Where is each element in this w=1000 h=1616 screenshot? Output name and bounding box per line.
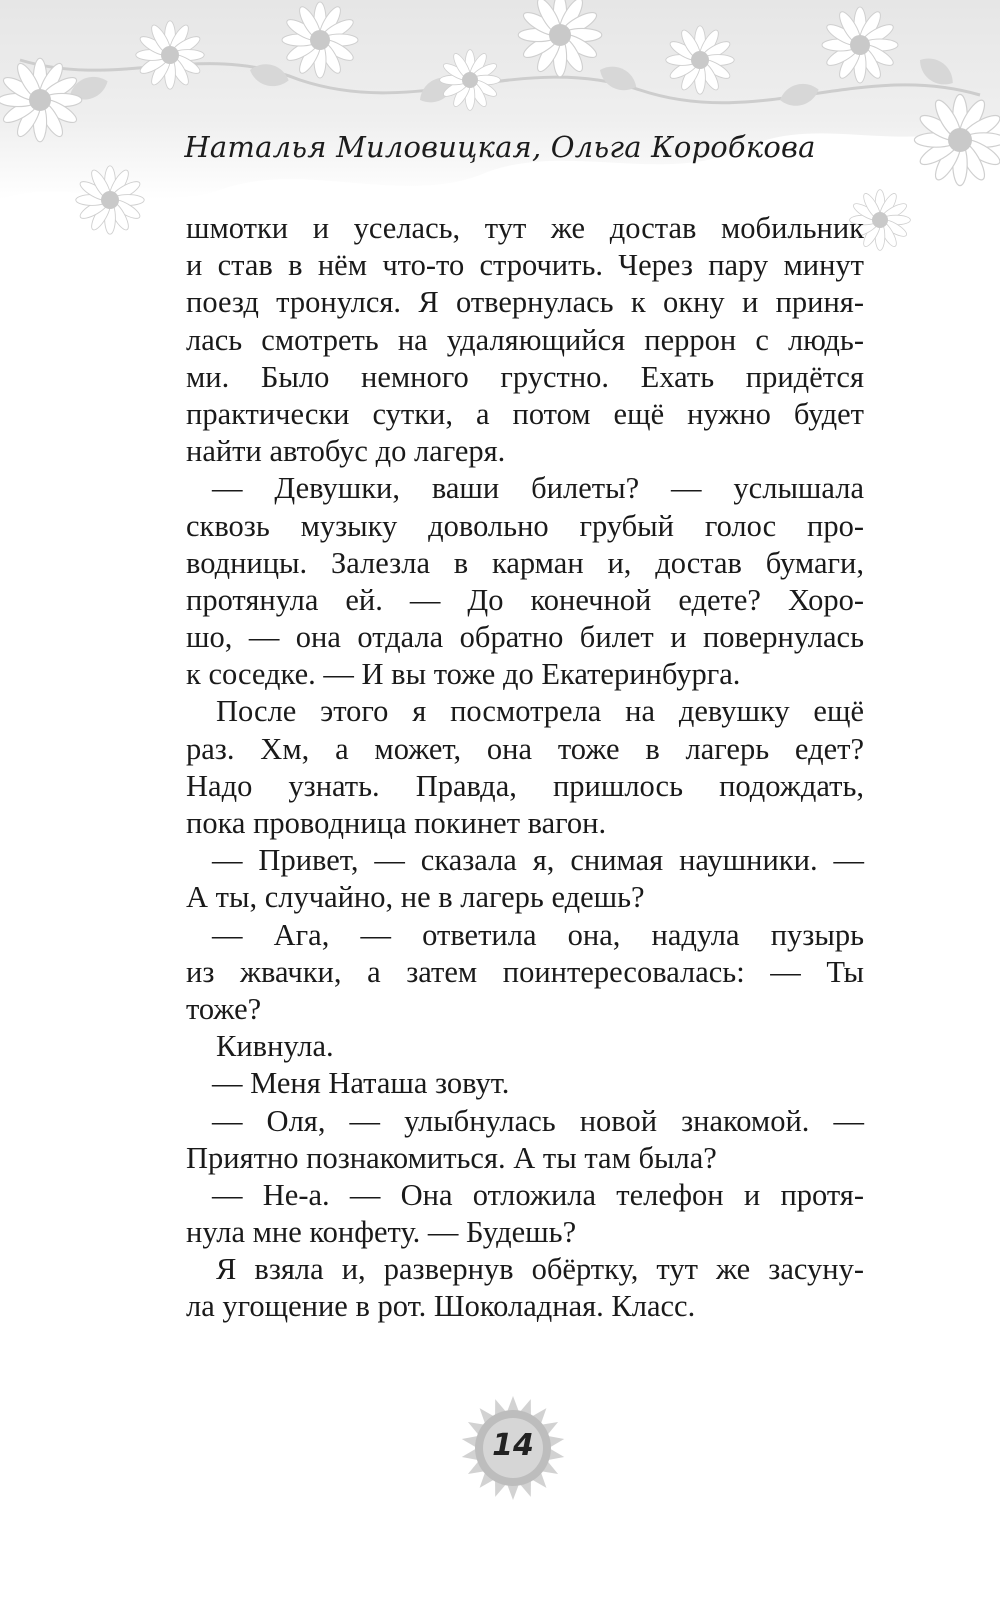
text-line: А ты, случайно, не в лагерь едешь?: [186, 880, 645, 915]
text-line: ла угощение в рот. Шоколадная. Класс.: [186, 1289, 696, 1324]
text-line: сквозь музыку довольно грубый голос про-: [186, 508, 864, 543]
text-line: — Ага, — ответила она, надула пузырь: [212, 917, 864, 952]
text-line: — Привет, — сказала я, снимая наушники. —: [212, 843, 864, 878]
text-line: и став в нём что-то строчить. Через пару минут: [186, 248, 864, 283]
text-line: — Не-а. — Она отложила телефон и протя-: [212, 1177, 864, 1212]
text-line: найти автобус до лагеря.: [186, 434, 506, 469]
text-line: Приятно познакомиться. А ты там была?: [186, 1140, 717, 1175]
text-line: пока проводница покинет вагон.: [186, 806, 607, 840]
text-line: практически сутки, а потом ещё нужно будет: [186, 396, 864, 431]
text-line: из жвачки, а затем поинтересовалась: — Ты: [186, 954, 864, 989]
text-line: ми. Было немного грустно. Ехать придётся: [186, 359, 864, 394]
text-line: Кивнула.: [216, 1029, 334, 1064]
text-line: протянула ей. — До конечной едете? Хоро-: [186, 582, 864, 617]
text-line: к соседке. — И вы тоже до Екатеринбурга.: [186, 657, 741, 692]
text-line: водницы. Залезла в карман и, достав бумаги,: [186, 545, 864, 580]
text-line: лась смотреть на удаляющийся перрон с людь-: [186, 322, 864, 357]
text-line: шо, — она отдала обратно билет и повернулась: [186, 620, 864, 655]
text-line: поезд тронулся. Я отвернулась к окну и приня-: [186, 285, 864, 320]
text-line: Я взяла и, развернув обёртку, тут же засуну-: [216, 1252, 864, 1287]
text-line: шмотки и уселась, тут же достав мобильник: [186, 211, 864, 245]
text-line: — Меня Наташа зовут.: [212, 1066, 510, 1101]
text-line: Надо узнать. Правда, пришлось подождать,: [186, 768, 864, 803]
body-text: [186, 210, 864, 1326]
page-number: 14: [492, 1428, 534, 1463]
text-line: — Девушки, ваши билеты? — услышала: [212, 471, 864, 506]
text-line: раз. Хм, а может, она тоже в лагерь едет?: [186, 731, 864, 766]
text-line: нула мне конфету. — Будешь?: [186, 1215, 577, 1250]
text-line: — Оля, — улыбнулась новой знакомой. —: [212, 1103, 864, 1138]
running-head-authors: Наталья Миловицкая, Ольга Коробкова: [184, 130, 816, 164]
text-line: После этого я посмотрела на девушку ещё: [216, 694, 864, 729]
text-line: тоже?: [186, 991, 262, 1026]
